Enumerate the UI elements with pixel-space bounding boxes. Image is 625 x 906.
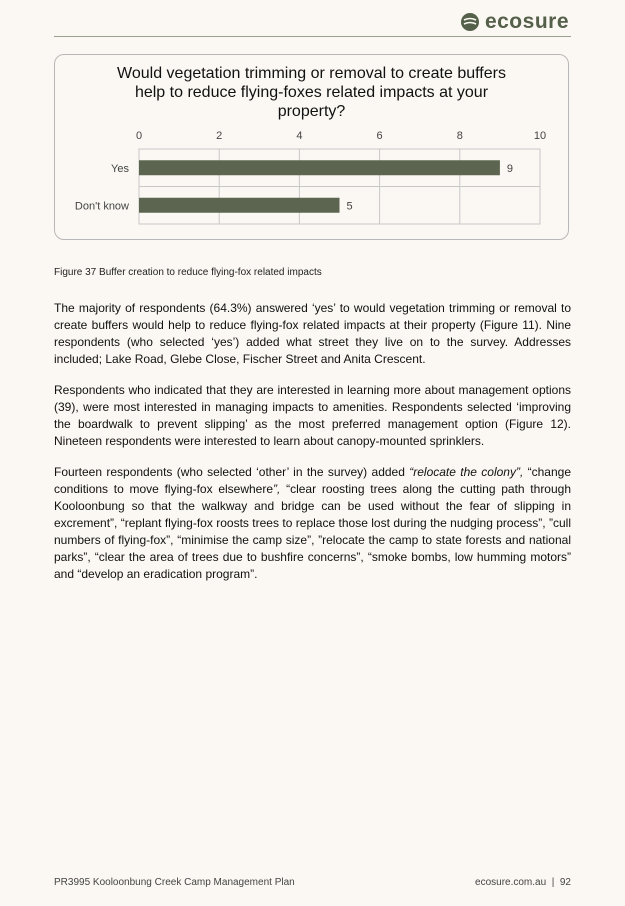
category-label: Yes: [111, 162, 129, 175]
chart-title: [54, 64, 569, 121]
chart-title-line: Would vegetation trimming or removal to create buffers: [117, 65, 506, 82]
paragraph-3-quote: ”,: [273, 482, 281, 496]
data-label: 9: [506, 162, 514, 175]
chart-title-line: property?: [277, 103, 346, 120]
x-tick-label: 8: [456, 130, 463, 142]
footer-page-info: ecosure.com.au | 92: [475, 877, 571, 888]
x-tick-label: 0: [135, 130, 143, 142]
x-tick-label: 10: [533, 130, 547, 142]
category-label: Don't know: [74, 200, 129, 213]
x-tick-label: 6: [376, 130, 383, 142]
figure-caption: Figure 37 Buffer creation to reduce flying-fox related impacts: [54, 267, 322, 278]
paragraph-3: [54, 464, 571, 583]
header-divider: [54, 36, 571, 37]
chart-title-line: help to reduce flying-foxes related impacts at your: [134, 84, 489, 101]
logo-text: ecosure: [484, 10, 569, 33]
paragraph-3-text: Fourteen respondents (who selected ‘other’ in the survey) added: [54, 465, 410, 479]
footer-document-title: PR3995 Kooloonbung Creek Camp Management Plan: [54, 877, 295, 888]
paragraph-3-text: “clear roosting trees along the cutting path through Kooloonbung so that the walkway and bridge can be used without the fear of slipping in excrement”, “replant flying-fox roosts trees to replace those lost during the nudging process”, ”cull numbers of flying-fox”, “minimise the camp size”, ”relocate the camp to state forests and national parks”, “clear the area of trees due to bushfire concerns”, “smoke bombs, low humming motors” and “develop an eradication program”.: [54, 482, 572, 581]
paragraph-3-quote: “relocate the colony”,: [409, 465, 524, 479]
x-tick-label: 4: [296, 130, 303, 142]
x-tick-label: 2: [216, 130, 223, 142]
ecosure-logo: [460, 10, 569, 34]
paragraph-2: Respondents who indicated that they are interested in learning more about management options (39), were most interested in managing impacts to amenities. Respondents selected ‘improving the boardwalk to prevent slipping’ as the most preferred management option (Figure 12). Nineteen respondents were interested to learn about canopy-mounted sprinklers.: [54, 383, 571, 448]
ecosure-leaf-icon: [460, 12, 480, 32]
paragraph-1: The majority of respondents (64.3%) answered ‘yes’ to would vegetation trimming or removal to create buffers would help to reduce flying-fox related impacts at their property (Figure 11). Nine respondents (who selected ‘yes’) added what street they live on to the survey. Addresses included; Lake Road, Glebe Close, Fischer Street and Anita Crescent.: [54, 301, 571, 366]
data-label: 5: [346, 200, 353, 213]
body-text: [54, 300, 571, 597]
paragraph-3-text: “change conditions to move flying-fox elsewhere: [54, 465, 571, 496]
